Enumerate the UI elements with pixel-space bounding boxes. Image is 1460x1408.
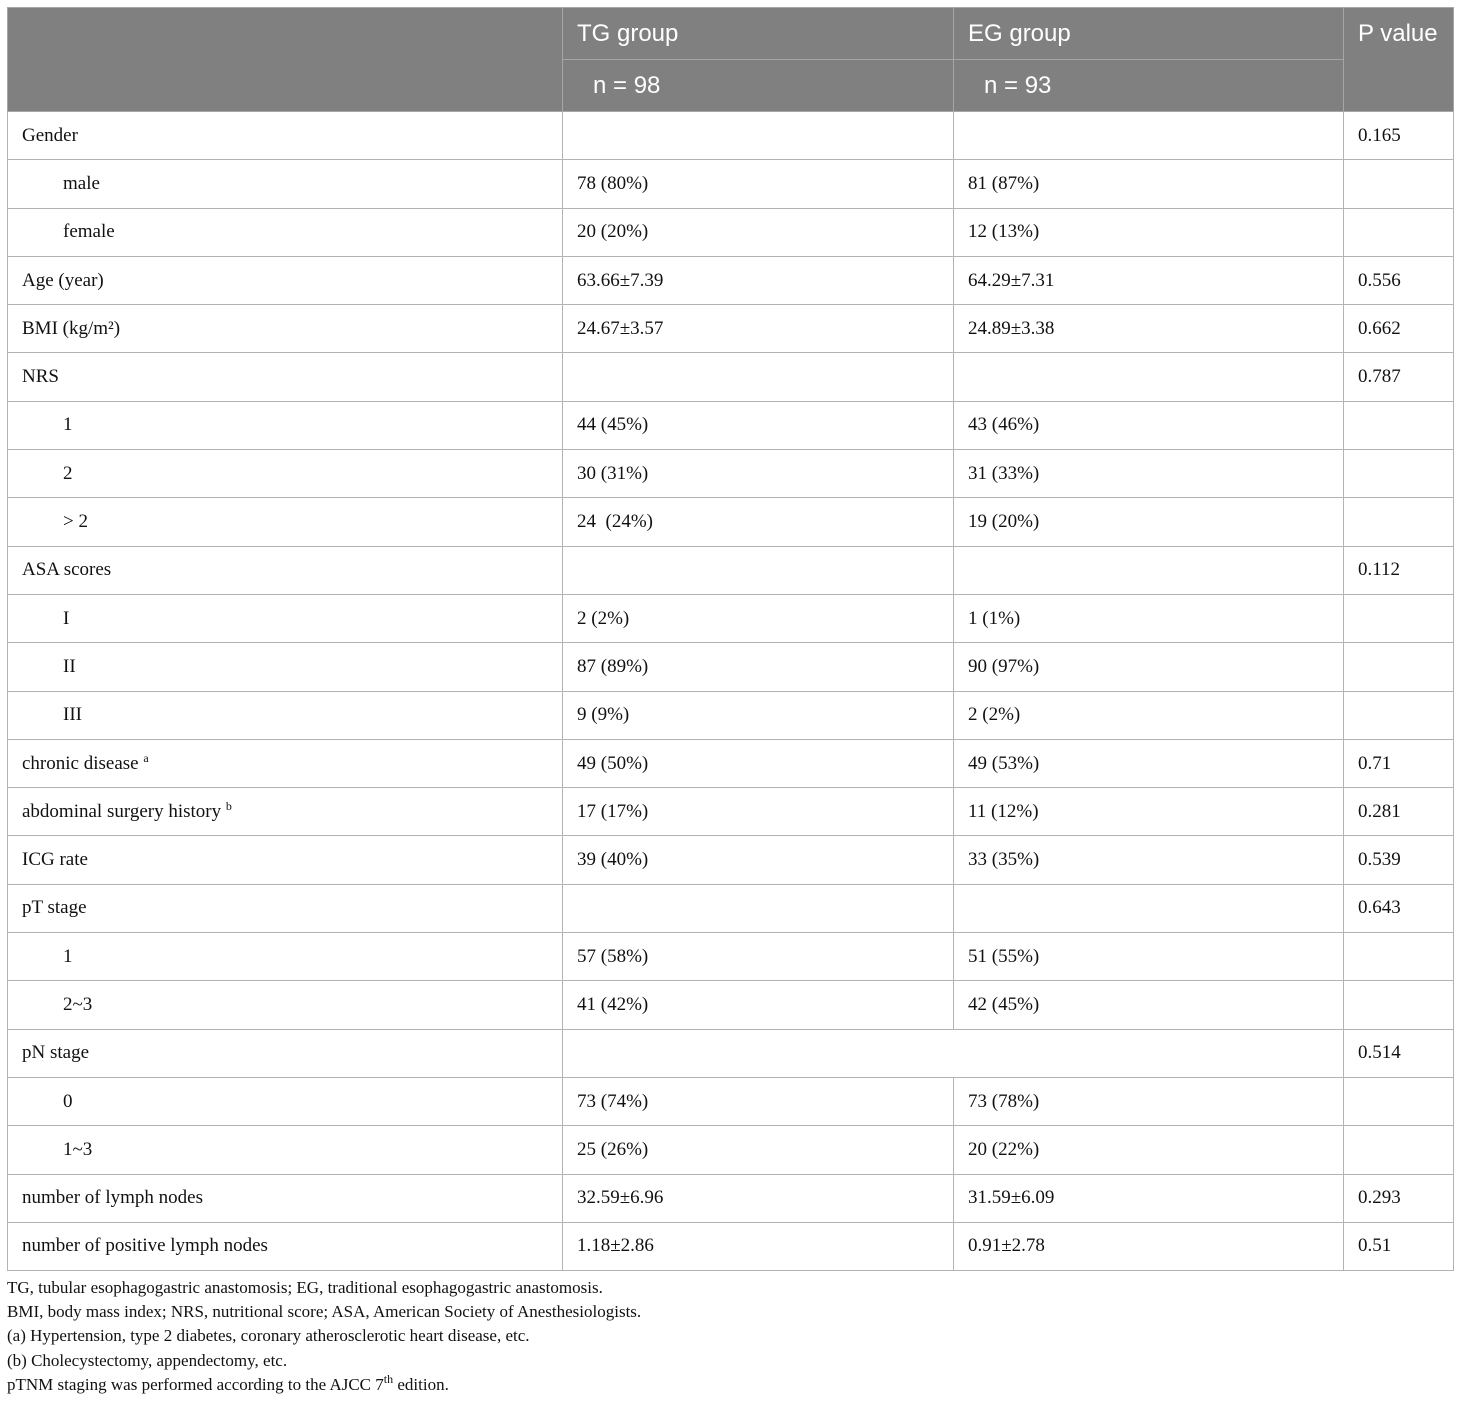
row-label: 1~3 xyxy=(8,1126,563,1174)
table-row xyxy=(8,401,1454,449)
p-value: 0.539 xyxy=(1344,836,1454,884)
header-tg-n: n = 98 xyxy=(563,60,954,112)
p-value: 0.165 xyxy=(1344,112,1454,160)
table-row xyxy=(8,256,1454,304)
row-label: chronic disease $^a$ xyxy=(8,739,563,787)
p-value xyxy=(1344,981,1454,1029)
tg-value xyxy=(563,546,954,594)
header-eg-n: n = 93 xyxy=(954,60,1344,112)
eg-value xyxy=(954,546,1344,594)
table-header xyxy=(8,8,1454,112)
tg-value: 20 (20%) xyxy=(563,208,954,256)
footnote-abbrev-groups: TG, tubular esophagogastric anastomosis; EG, traditional esophagogastric anastomosis. xyxy=(7,1278,603,1297)
row-label: NRS xyxy=(8,353,563,401)
eg-value: 24.89±3.38 xyxy=(954,305,1344,353)
tg-value: 2 (2%) xyxy=(563,594,954,642)
table-row xyxy=(8,353,1454,401)
tg-value: 63.66±7.39 xyxy=(563,256,954,304)
row-label: abdominal surgery history $^b$ xyxy=(8,788,563,836)
p-value xyxy=(1344,691,1454,739)
row-label: 0 xyxy=(8,1077,563,1125)
p-value: 0.787 xyxy=(1344,353,1454,401)
table-row xyxy=(8,1174,1454,1222)
footnote-staging: pTNM staging was performed according to the AJCC 7th edition. xyxy=(7,1371,449,1394)
header-eg-group: EG group xyxy=(954,8,1344,60)
p-value xyxy=(1344,498,1454,546)
p-value xyxy=(1344,450,1454,498)
tg-value: 25 (26%) xyxy=(563,1126,954,1174)
p-value: 0.643 xyxy=(1344,884,1454,932)
eg-value: 64.29±7.31 xyxy=(954,256,1344,304)
tg-value xyxy=(563,353,954,401)
eg-value: 31 (33%) xyxy=(954,450,1344,498)
table-row xyxy=(8,981,1454,1029)
row-label: 2~3 xyxy=(8,981,563,1029)
tg-value: 57 (58%) xyxy=(563,933,954,981)
row-label: pN stage xyxy=(8,1029,563,1077)
eg-value: 81 (87%) xyxy=(954,160,1344,208)
eg-value: 20 (22%) xyxy=(954,1126,1344,1174)
tg-value: 41 (42%) xyxy=(563,981,954,1029)
p-value: 0.281 xyxy=(1344,788,1454,836)
table-footnotes xyxy=(7,1276,641,1397)
eg-value: 42 (45%) xyxy=(954,981,1344,1029)
p-value: 0.51 xyxy=(1344,1222,1454,1270)
table-row xyxy=(8,305,1454,353)
eg-value: 43 (46%) xyxy=(954,401,1344,449)
table-row xyxy=(8,594,1454,642)
tg-value: 1.18±2.86 xyxy=(563,1222,954,1270)
p-value xyxy=(1344,208,1454,256)
table-row xyxy=(8,933,1454,981)
table-row xyxy=(8,836,1454,884)
p-value: 0.556 xyxy=(1344,256,1454,304)
row-label: I xyxy=(8,594,563,642)
table-row xyxy=(8,450,1454,498)
tg-value: 32.59±6.96 xyxy=(563,1174,954,1222)
p-value xyxy=(1344,643,1454,691)
tg-value: 24.67±3.57 xyxy=(563,305,954,353)
p-value xyxy=(1344,1077,1454,1125)
eg-value xyxy=(954,884,1344,932)
eg-value: 73 (78%) xyxy=(954,1077,1344,1125)
p-value: 0.71 xyxy=(1344,739,1454,787)
eg-value: 1 (1%) xyxy=(954,594,1344,642)
footnote-b: (b) Cholecystectomy, appendectomy, etc. xyxy=(7,1350,288,1370)
table-row xyxy=(8,788,1454,836)
eg-value: 51 (55%) xyxy=(954,933,1344,981)
eg-value: 90 (97%) xyxy=(954,643,1344,691)
eg-value: 12 (13%) xyxy=(954,208,1344,256)
row-label: female xyxy=(8,208,563,256)
eg-value xyxy=(954,112,1344,160)
header-blank-cell xyxy=(8,8,563,112)
tg-value: 9 (9%) xyxy=(563,691,954,739)
table-row xyxy=(8,1077,1454,1125)
table-row xyxy=(8,1222,1454,1270)
row-label: III xyxy=(8,691,563,739)
row-label: 1 xyxy=(8,401,563,449)
p-value: 0.293 xyxy=(1344,1174,1454,1222)
row-label: 1 xyxy=(8,933,563,981)
eg-value: 33 (35%) xyxy=(954,836,1344,884)
eg-value: 11 (12%) xyxy=(954,788,1344,836)
row-label: BMI (kg/m²) xyxy=(8,305,563,353)
eg-value: 0.91±2.78 xyxy=(954,1222,1344,1270)
row-label: Age (year) xyxy=(8,256,563,304)
footnote-abbrev-scores: BMI, body mass index; NRS, nutritional score; ASA, American Society of Anesthesiologists. xyxy=(7,1302,642,1322)
tg-value xyxy=(563,112,954,160)
p-value: 0.662 xyxy=(1344,305,1454,353)
tg-value: 73 (74%) xyxy=(563,1077,954,1125)
footnote-a: (a) Hypertension, type 2 diabetes, coronary atherosclerotic heart disease, etc. xyxy=(7,1326,530,1346)
table-row xyxy=(8,546,1454,594)
tg-value: 39 (40%) xyxy=(563,836,954,884)
table-container xyxy=(7,7,1453,1271)
table-row xyxy=(8,1126,1454,1174)
tg-value xyxy=(563,884,954,932)
tg-value: 49 (50%) xyxy=(563,739,954,787)
header-tg-group: TG group xyxy=(563,8,954,60)
eg-value: 49 (53%) xyxy=(954,739,1344,787)
row-label: male xyxy=(8,160,563,208)
tg-value: 87 (89%) xyxy=(563,643,954,691)
p-value xyxy=(1344,933,1454,981)
header-p-value: P value xyxy=(1344,8,1454,112)
table-body xyxy=(8,112,1454,1271)
row-label: > 2 xyxy=(8,498,563,546)
row-label: ASA scores xyxy=(8,546,563,594)
row-label: 2 xyxy=(8,450,563,498)
eg-value: 2 (2%) xyxy=(954,691,1344,739)
tg-value: 30 (31%) xyxy=(563,450,954,498)
p-value xyxy=(1344,160,1454,208)
table-row xyxy=(8,208,1454,256)
p-value xyxy=(1344,1126,1454,1174)
table-row xyxy=(8,643,1454,691)
p-value xyxy=(1344,594,1454,642)
baseline-characteristics-table xyxy=(7,7,1454,1271)
row-label: number of lymph nodes xyxy=(8,1174,563,1222)
table-row xyxy=(8,112,1454,160)
row-empty-span xyxy=(563,1029,1344,1077)
row-label: pT stage xyxy=(8,884,563,932)
tg-value: 24 (24%) xyxy=(563,498,954,546)
table-row xyxy=(8,884,1454,932)
table-row xyxy=(8,1029,1454,1077)
table-row xyxy=(8,498,1454,546)
tg-value: 44 (45%) xyxy=(563,401,954,449)
p-value: 0.112 xyxy=(1344,546,1454,594)
eg-value: 19 (20%) xyxy=(954,498,1344,546)
tg-value: 17 (17%) xyxy=(563,788,954,836)
row-label: number of positive lymph nodes xyxy=(8,1222,563,1270)
table-row xyxy=(8,691,1454,739)
p-value: 0.514 xyxy=(1344,1029,1454,1077)
eg-value: 31.59±6.09 xyxy=(954,1174,1344,1222)
tg-value: 78 (80%) xyxy=(563,160,954,208)
p-value xyxy=(1344,401,1454,449)
row-label: II xyxy=(8,643,563,691)
row-label: Gender xyxy=(8,112,563,160)
eg-value xyxy=(954,353,1344,401)
table-row xyxy=(8,160,1454,208)
table-row xyxy=(8,739,1454,787)
row-label: ICG rate xyxy=(8,836,563,884)
